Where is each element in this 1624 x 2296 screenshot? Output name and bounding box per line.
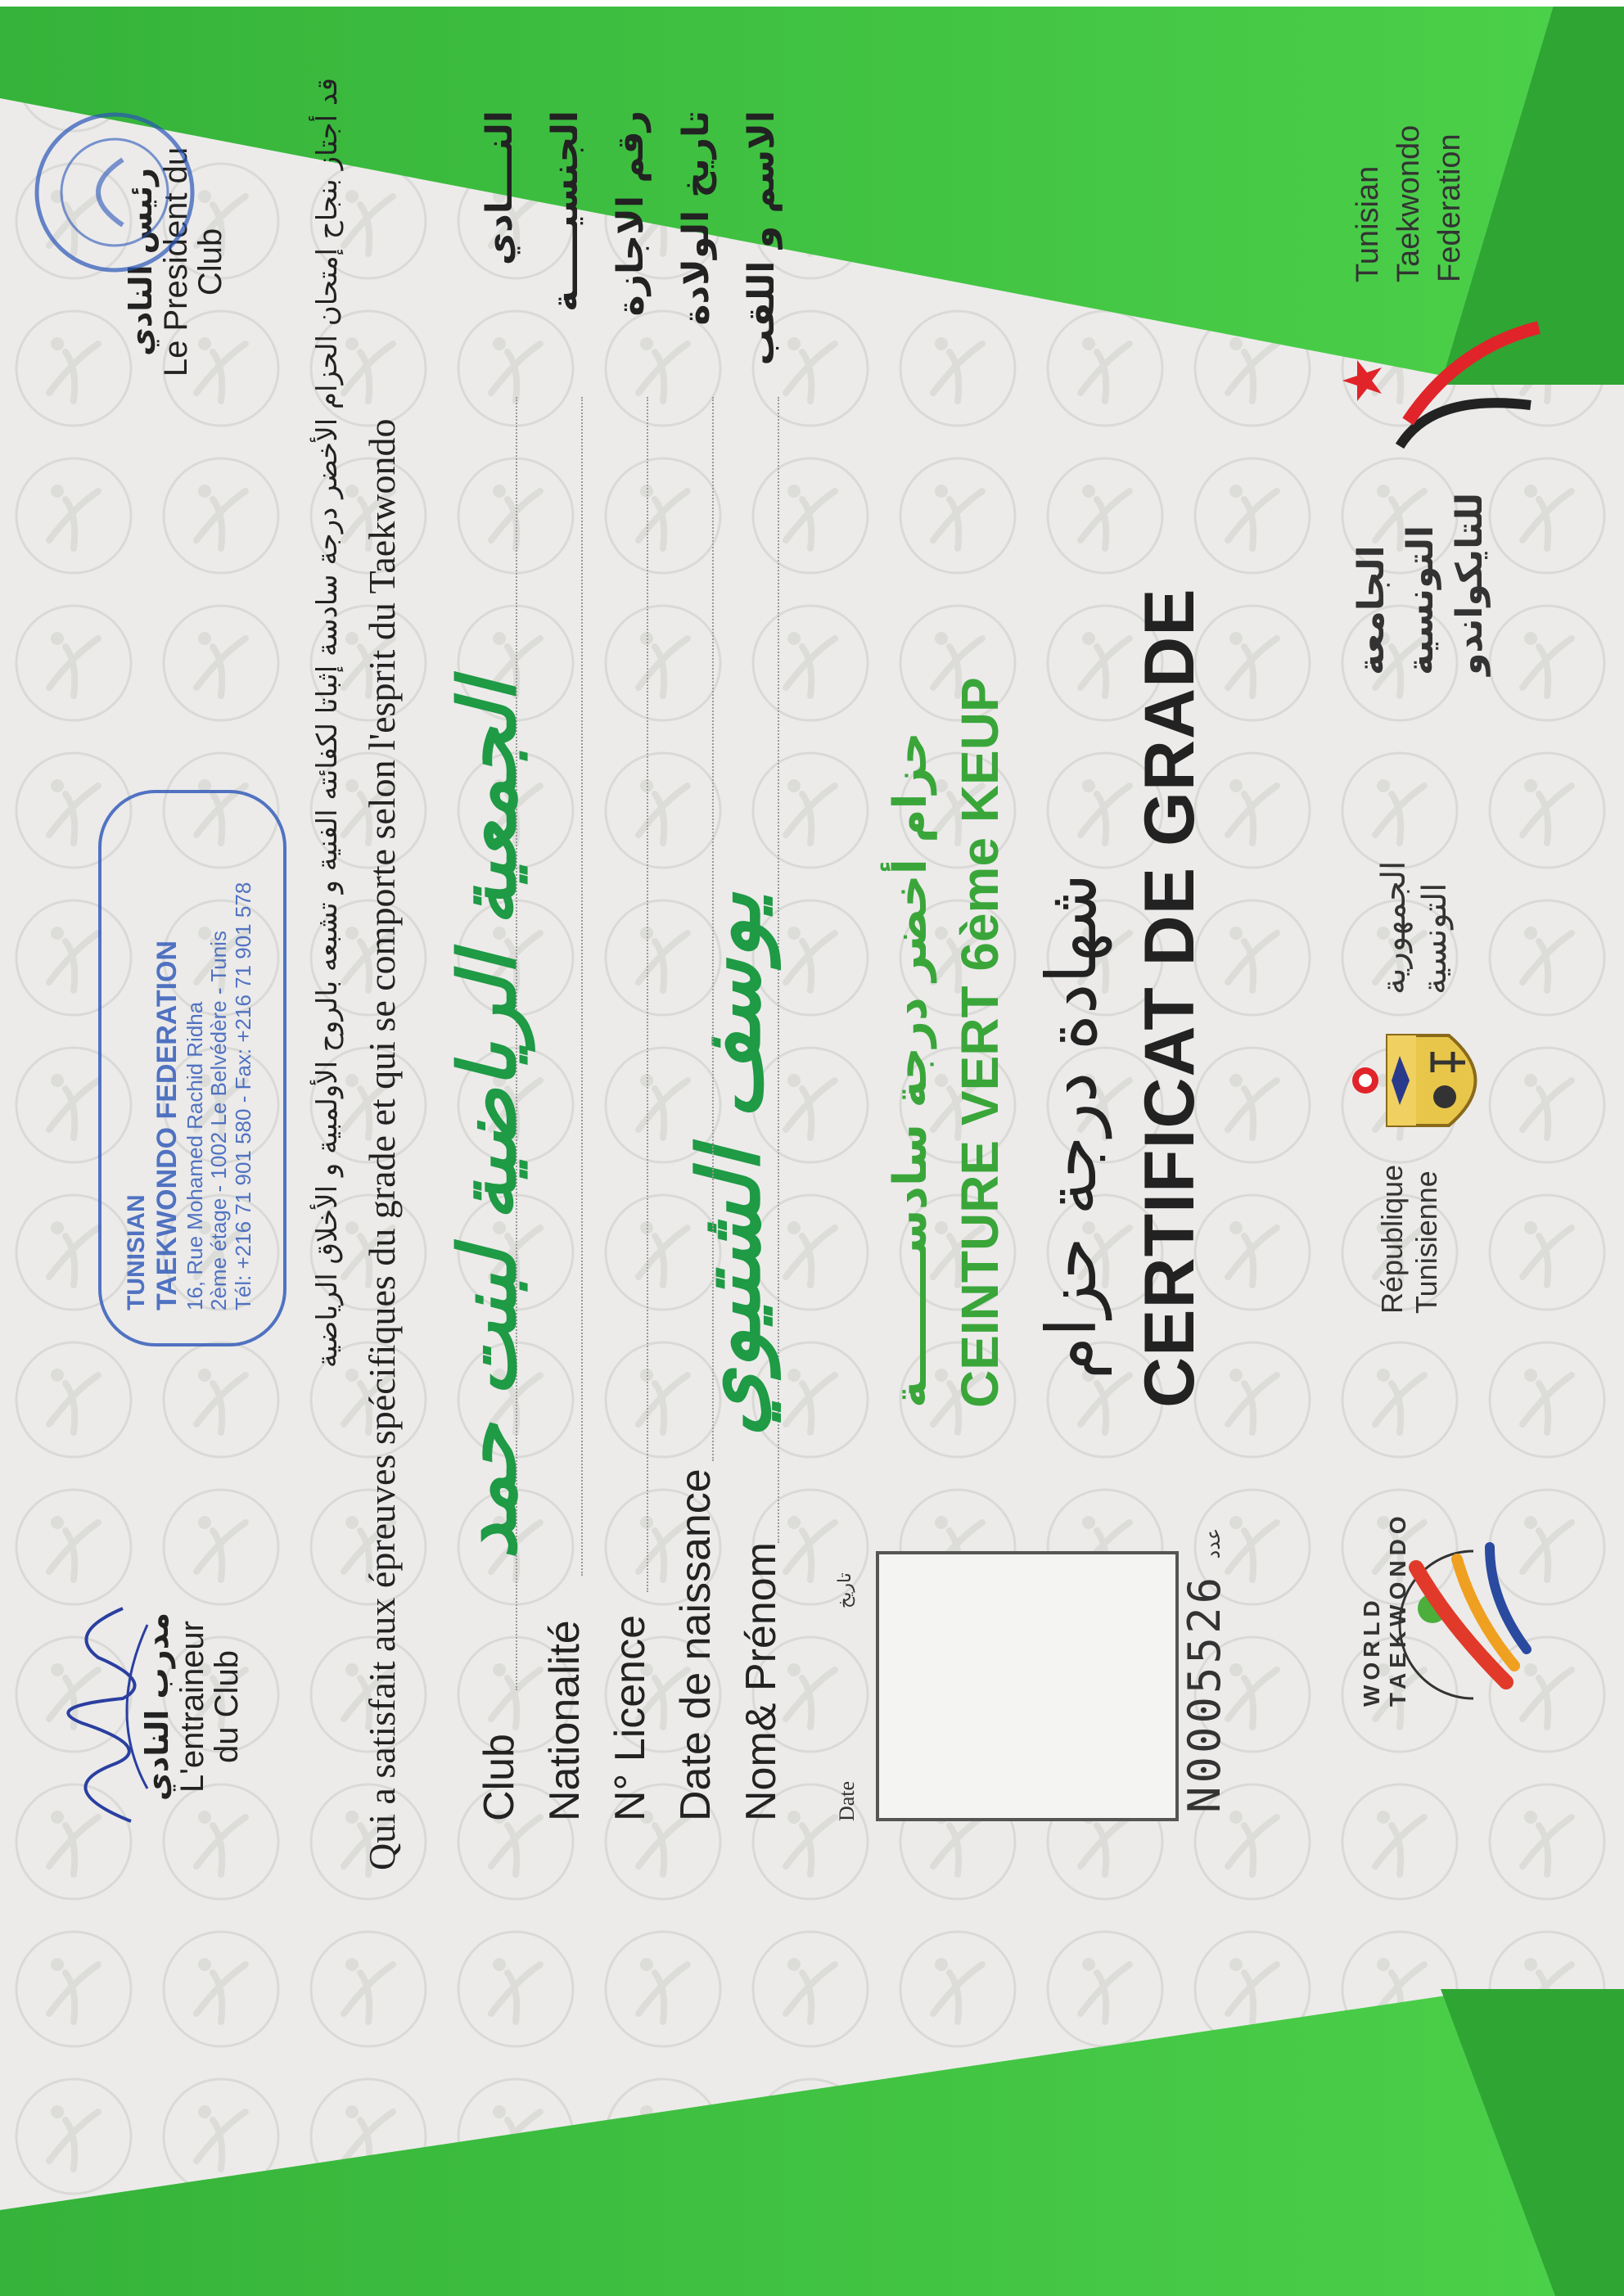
federation-en-line3: Federation <box>1432 133 1467 282</box>
republic-ar-line2: التونسية <box>1416 882 1454 995</box>
federation-ar-line1: الجامعة <box>1351 545 1392 675</box>
club-round-stamp <box>25 102 205 282</box>
field-ar-name: الاسم و اللقب <box>741 111 783 366</box>
republic-logo <box>1342 855 1588 1314</box>
serial-value: 0005526 <box>1179 1573 1230 1784</box>
stamp-line3: 16, Rue Mohamed Rachid Ridha <box>182 1001 207 1310</box>
serial-ar-label: عدد <box>1202 1527 1225 1559</box>
field-label-nationality: Nationalité <box>541 1620 589 1821</box>
certificate-title-ar: شهادة درجة حزام <box>1031 873 1112 1379</box>
field-line-birth <box>712 397 714 1461</box>
field-line-nationality <box>581 397 583 1576</box>
world-taekwondo-logo <box>1351 1511 1563 1731</box>
field-label-birth: Date de naissance <box>672 1468 720 1821</box>
republic-ar-line1: الجمهورية <box>1375 860 1413 995</box>
stamp-line1: TUNISIAN <box>123 1194 150 1310</box>
world-taekwondo-text: WORLD TAEKWONDO <box>1359 1511 1410 1707</box>
field-label-licence: N° Licence <box>607 1614 654 1821</box>
field-ar-birth: تاريخ الولادة <box>675 111 717 326</box>
federation-ar-line3: للتايكواندو <box>1449 492 1491 675</box>
field-value-name: يوسف الشتيوي <box>679 892 779 1437</box>
president-fr-line1: Le President du <box>158 147 194 377</box>
federation-en-line2: Taekwondo <box>1392 124 1426 282</box>
serial-prefix: N <box>1179 1783 1230 1813</box>
federation-stamp <box>98 790 286 1346</box>
field-ar-club: النــــادي <box>479 111 521 266</box>
grade-fr: CEINTURE VERT 6ème KEUP <box>950 677 1009 1408</box>
grade-ar: حزام أخضر درجة سادســــــــة <box>884 732 937 1408</box>
field-value-club: الجمعية الرياضية لبنت حمد <box>442 680 534 1559</box>
republic-fr-line1: République <box>1375 1164 1409 1314</box>
republic-fr-line2: Tunisienne <box>1410 1171 1443 1314</box>
stamp-line5: Tél: +216 71 901 580 - Fax: +216 71 901 578 <box>231 882 256 1310</box>
field-label-name: Nom& Prénom <box>738 1542 785 1821</box>
statement-fr: Qui a satisfait aux épreuves spécifiques du grade et qui se comporte selon l'esprit du Taekwondo <box>361 418 403 1870</box>
stamp-line4: 2ème étage - 1002 Le Belvédère - Tunis <box>206 931 232 1310</box>
serial-number <box>1179 1486 1236 1813</box>
trainer-signature <box>33 1576 172 1838</box>
photo-date-ar-label: تاريخ <box>835 1572 855 1608</box>
statement-ar: قد أجتاز بنجاح إمتحان الحزام الأخضر درجة سادسة إثباتا لكفائته الفنية و تشبعه بالروح الأولمبية و الأخلاق الرياضية <box>311 78 344 1368</box>
field-label-club: Club <box>476 1734 523 1821</box>
field-ar-nationality: الجنسيـــــة <box>544 111 586 312</box>
photo-box <box>876 1551 1179 1821</box>
tunisian-taekwondo-federation-icon <box>1334 315 1547 471</box>
trainer-ar-label: مدرب النادي <box>139 1612 175 1802</box>
president-ar-label: رئيس النادي <box>123 168 159 357</box>
president-fr-line2: Club <box>192 228 228 296</box>
federation-en-line1: Tunisian <box>1351 165 1385 282</box>
trainer-fr-line1: L'entraineur <box>174 1621 210 1793</box>
field-line-licence <box>647 397 648 1592</box>
certificate-title-fr: CERTIFICAT DE GRADE <box>1130 588 1209 1408</box>
photo-date-label: Date <box>835 1780 859 1821</box>
field-ar-licence: رقم الاجازة <box>610 111 652 317</box>
stamp-line2: TAEKWONDO FEDERATION <box>151 940 183 1310</box>
trainer-fr-line2: du Club <box>209 1650 245 1763</box>
federation-ar-line2: التونسية <box>1400 525 1441 675</box>
federation-logo <box>1318 102 1580 692</box>
tunisia-coat-of-arms-icon <box>1351 1019 1506 1142</box>
